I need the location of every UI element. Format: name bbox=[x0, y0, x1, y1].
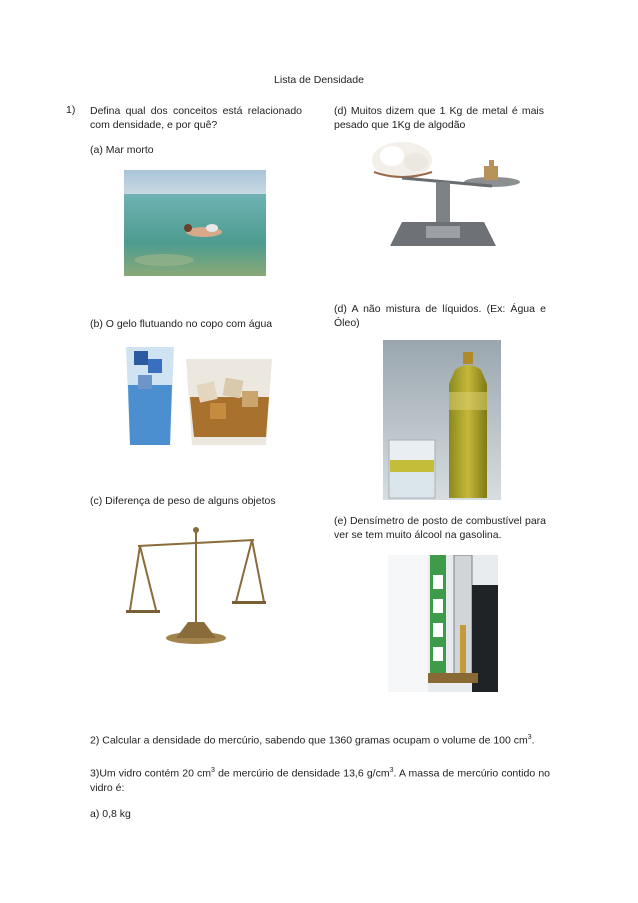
item-c-label: (c) Diferença de peso de alguns objetos bbox=[90, 495, 276, 507]
item-d2-label: (d) A não mistura de líquidos. (Ex: Água e Óleo) bbox=[334, 303, 546, 329]
item-a-label: (a) Mar morto bbox=[90, 144, 154, 156]
question-3-text-1: 3)Um vidro contém 20 cm bbox=[90, 767, 212, 780]
item-b-label: (b) O gelo flutuando no copo com água bbox=[90, 318, 273, 330]
question-1-text: Defina qual dos conceitos está relacionado com densidade, e por quê? bbox=[90, 105, 302, 131]
densimeter-photo bbox=[388, 555, 498, 692]
question-3-text-3: . A massa de mercúrio contido no vidro é: bbox=[90, 767, 550, 794]
ice-glasses-photo bbox=[124, 345, 274, 449]
page-title: Lista de Densidade bbox=[274, 74, 364, 86]
question-2-text: 2) Calcular a densidade do mercúrio, sabendo que 1360 gramas ocupam o volume de 100 cm bbox=[90, 734, 528, 747]
item-e-label: (e) Densímetro de posto de combustível para ver se tem muito álcool na gasolina. bbox=[334, 515, 546, 541]
question-3-sup-1: 3 bbox=[211, 767, 215, 774]
question-2 bbox=[90, 734, 560, 747]
water-oil-photo bbox=[383, 340, 501, 500]
dead-sea-photo bbox=[124, 170, 266, 276]
cotton-metal-scale-photo bbox=[366, 138, 524, 250]
balance-scale-photo bbox=[126, 526, 266, 650]
question-3-option-a: a) 0,8 kg bbox=[90, 808, 131, 820]
question-1-number: 1) bbox=[66, 104, 76, 116]
question-2-superscript: 3 bbox=[527, 734, 532, 741]
item-d1-label: (d) Muitos dizem que 1 Kg de metal é mais pesado que 1Kg de algodão bbox=[334, 105, 544, 131]
question-3-text-2: de mercúrio de densidade 13,6 g/cm bbox=[214, 767, 390, 780]
question-3 bbox=[90, 764, 550, 795]
question-2-end: . bbox=[531, 734, 535, 747]
question-3-sup-2: 3 bbox=[389, 767, 394, 774]
